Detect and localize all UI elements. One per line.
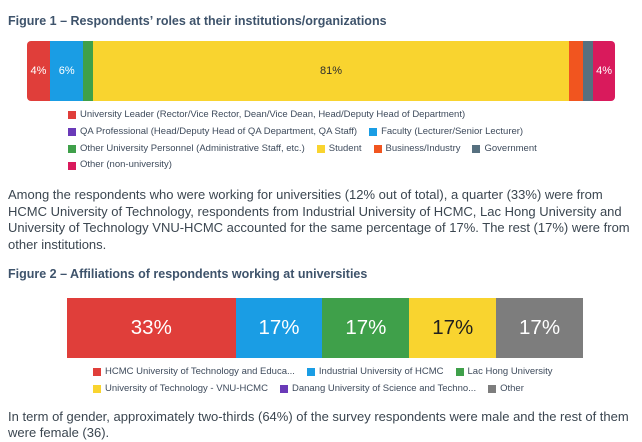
legend-label: Other (non-university) bbox=[80, 159, 172, 171]
legend-item bbox=[93, 382, 268, 397]
legend-label: Student bbox=[328, 142, 362, 154]
legend-item bbox=[374, 142, 461, 157]
legend-row bbox=[93, 382, 642, 399]
legend-row bbox=[93, 365, 642, 382]
bar-segment-business-industry bbox=[569, 41, 583, 101]
bar-segment-other bbox=[496, 298, 583, 358]
legend-swatch-icon bbox=[317, 145, 325, 153]
legend-swatch-icon bbox=[93, 368, 101, 376]
legend-item bbox=[68, 158, 172, 173]
legend-swatch-icon bbox=[68, 162, 76, 170]
legend-swatch-icon bbox=[280, 385, 288, 393]
legend-label: Other bbox=[500, 382, 524, 394]
legend-swatch-icon bbox=[456, 368, 464, 376]
legend-label: QA Professional (Head/Deputy Head of QA Department, QA Staff) bbox=[80, 125, 358, 137]
legend-swatch-icon bbox=[93, 385, 101, 393]
legend-swatch-icon bbox=[68, 111, 76, 119]
paragraph-1: Among the respondents who were working for universities (12% out of total), a quarter (33%) were from HCMC University of Technology, respondents from Industrial University of HCMC, Lac Hong University and University of Technology VNU-HCMC accounted for the same percentage of 17%. The rest (17%) were from other institutions. bbox=[8, 187, 630, 252]
figure2-legend bbox=[0, 365, 642, 399]
legend-swatch-icon bbox=[68, 128, 76, 136]
legend-row bbox=[68, 108, 642, 125]
figure2-bar bbox=[67, 298, 583, 358]
legend-label: Faculty (Lecturer/Senior Lecturer) bbox=[381, 125, 524, 137]
legend-item bbox=[280, 382, 476, 397]
legend-item bbox=[472, 142, 536, 157]
legend-row bbox=[68, 142, 642, 159]
legend-item bbox=[93, 365, 295, 380]
bar-segment-lac-hong-university bbox=[322, 298, 409, 358]
legend-swatch-icon bbox=[488, 385, 496, 393]
bar-segment-label: 17% bbox=[519, 316, 561, 339]
bar-segment-label: 81% bbox=[319, 65, 343, 77]
bar-segment-hcmc-ute bbox=[67, 298, 236, 358]
legend-label: Government bbox=[484, 142, 537, 154]
legend-swatch-icon bbox=[472, 145, 480, 153]
bar-segment-label: 33% bbox=[130, 316, 172, 339]
bar-segment-label: 17% bbox=[432, 316, 474, 339]
figure2-title: Figure 2 – Affiliations of respondents working at universities bbox=[8, 267, 368, 281]
bar-segment-label: 17% bbox=[258, 316, 300, 339]
legend-label: Industrial University of HCMC bbox=[318, 366, 444, 377]
bar-segment-student bbox=[93, 41, 569, 101]
bar-segment-label: 4% bbox=[30, 65, 47, 77]
figure1-bar bbox=[27, 41, 615, 101]
figure1-legend bbox=[0, 108, 642, 175]
bar-segment-industrial-university-hcmc bbox=[236, 298, 323, 358]
bar-segment-label: 4% bbox=[596, 65, 613, 77]
legend-label: Other University Personnel (Administrative Staff, etc.) bbox=[80, 142, 305, 154]
legend-swatch-icon bbox=[307, 368, 315, 376]
legend-item bbox=[317, 142, 362, 157]
legend-swatch-icon bbox=[374, 145, 382, 153]
legend-swatch-icon bbox=[369, 128, 377, 136]
legend-swatch-icon bbox=[68, 145, 76, 153]
bar-segment-faculty bbox=[50, 41, 84, 101]
legend-label: HCMC University of Technology and Educa... bbox=[105, 366, 295, 377]
legend-row bbox=[68, 125, 642, 142]
legend-item bbox=[68, 108, 465, 123]
bar-segment-label: 6% bbox=[58, 65, 75, 77]
bar-segment-government bbox=[583, 41, 593, 101]
legend-label: Lac Hong University bbox=[467, 366, 553, 377]
bar-segment-other-non-university bbox=[593, 41, 615, 101]
bar-segment-university-leader bbox=[27, 41, 50, 101]
legend-item bbox=[307, 365, 444, 380]
legend-item bbox=[456, 365, 553, 380]
legend-label: Danang University of Science and Techno... bbox=[291, 382, 477, 394]
legend-item bbox=[488, 382, 524, 397]
bar-segment-other-university-personnel bbox=[83, 41, 92, 101]
figure1-title: Figure 1 – Respondents’ roles at their institutions/organizations bbox=[8, 14, 387, 28]
legend-row bbox=[68, 158, 642, 175]
legend-item bbox=[68, 142, 305, 157]
legend-label: University Leader (Rector/Vice Rector, Dean/Vice Dean, Head/Deputy Head of Department) bbox=[80, 109, 466, 120]
bar-segment-ut-vnu-hcmc bbox=[409, 298, 496, 358]
paragraph-2: In term of gender, approximately two-thirds (64%) of the survey respondents were male and the rest of them were female (36). bbox=[8, 408, 629, 440]
bar-segment-label: 17% bbox=[345, 316, 387, 339]
legend-label: University of Technology - VNU-HCMC bbox=[105, 382, 268, 394]
legend-item bbox=[369, 125, 523, 140]
legend-item bbox=[68, 125, 357, 140]
legend-label: Business/Industry bbox=[385, 142, 461, 154]
